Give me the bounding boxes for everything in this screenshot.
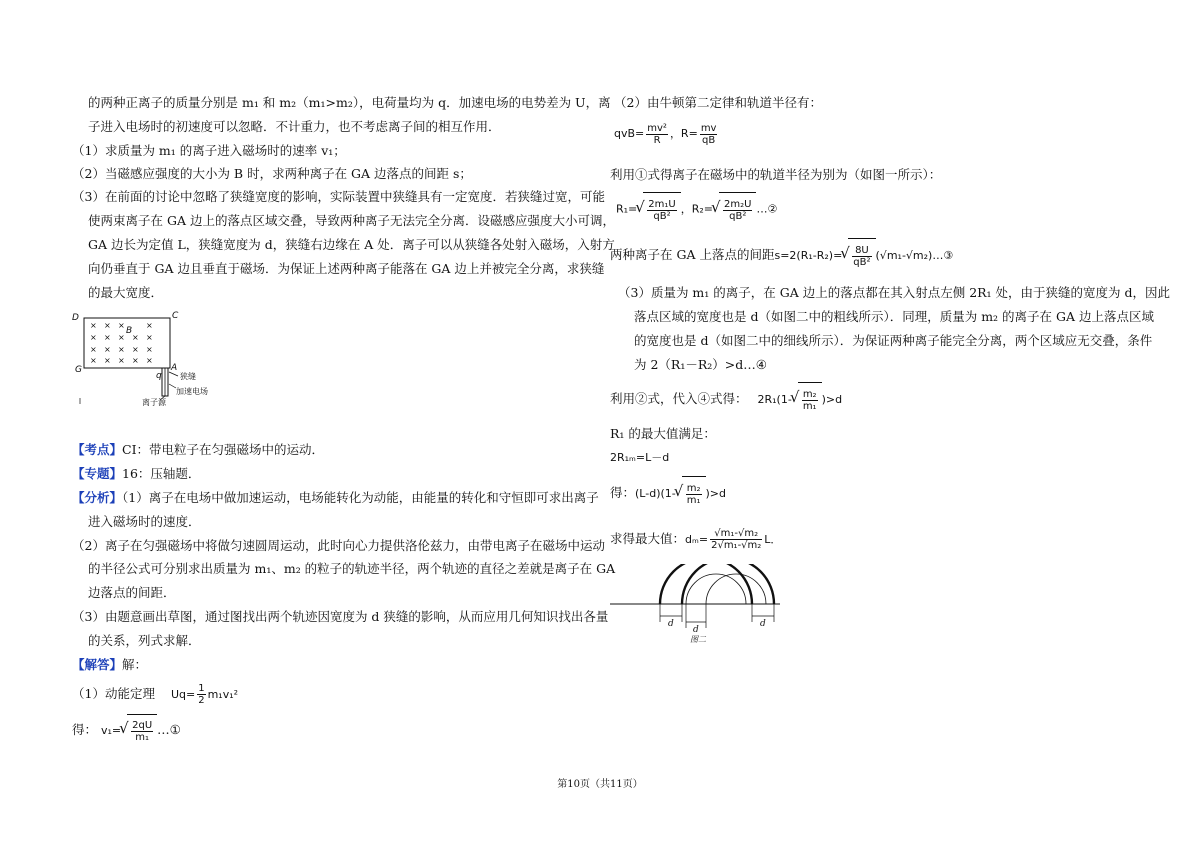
label-slit: 狭缝 [180, 372, 196, 381]
solution-text: （3）质量为 m₁ 的离子，在 GA 边上的落点都在其入射点左侧 2R₁ 处，由于狭缝的宽度为 d，因此 [618, 285, 1171, 300]
kaodian-text: CI：带电粒子在匀强磁场中的运动． [122, 442, 325, 457]
svg-text:×: × [132, 356, 139, 365]
solution-text: （2）由牛顿第二定律和轨道半径有： [614, 95, 822, 110]
question-1: （1）求质量为 m₁ 的离子进入磁场时的速率 v₁； [72, 143, 346, 158]
equation-max-condition: 得：(L-d)(1- √ $\frac{\text{m₂}}{\text{m₁}}$ )>d [610, 476, 726, 511]
equation-spacing: 两种离子在 GA 上落点的间距s=2(R₁-R₂)= √ $\frac{8U}{\text{qB²}}$ (√m₁-√m₂)…③ [610, 238, 953, 273]
svg-text:×: × [118, 333, 125, 342]
question-3: GA 边长为定值 L，狭缝宽度为 d，狭缝右边缘在 A 处．离子可以从狭缝各处射入磁场，入射方 [88, 237, 615, 252]
tag-fenxi: 【分析】 [72, 490, 123, 505]
svg-text:×: × [90, 333, 97, 342]
jieda-text: 解： [122, 657, 148, 672]
label-field: 加速电场 [176, 387, 208, 396]
svg-text:×: × [118, 345, 125, 354]
fenxi-text: 的半径公式可分别求出质量为 m₁、m₂ 的粒子的轨迹半径，两个轨迹的直径之差就是离子在 GA [88, 561, 616, 576]
svg-text:×: × [90, 356, 97, 365]
svg-text:d: d [760, 619, 766, 629]
label-source: 离子源 [142, 398, 166, 407]
svg-text:×: × [104, 345, 111, 354]
page-footer: 第10页（共11页） [557, 779, 643, 790]
fenxi-text: （3）由题意画出草图，通过图找出两个轨迹因宽度为 d 狭缝的影响，从而应用几何知识找出各量 [72, 609, 609, 624]
solution-text: R₁ 的最大值满足： [610, 426, 716, 441]
svg-text:d: d [668, 619, 674, 629]
equation-v1: 得： v₁= √ $\frac{2qU}{\text{m₁}}$ …① [72, 714, 181, 747]
solution-text: 为 2（R₁－R₂）>d…④ [634, 357, 767, 372]
equation-max-width: 求得最大值：dₘ= $\frac{\text{√m₁-√m₂}}{\text{2√m₁-√m₂}}$ L． [610, 528, 782, 551]
figure-caption: 图二 [690, 635, 706, 644]
equation-1: （1）动能定理 Uq= $\frac{1}{2}$ m₁v₁² [72, 683, 239, 706]
fenxi-text: 边落点的间距． [88, 585, 176, 600]
tag-zhuanti: 【专题】 [72, 466, 123, 481]
svg-text:×: × [104, 356, 111, 365]
svg-text:×: × [146, 333, 153, 342]
label-C: C [172, 311, 179, 321]
fenxi-text: 进入磁场时的速度． [88, 514, 201, 529]
label-B: B [126, 326, 133, 336]
tag-kaodian: 【考点】 [72, 442, 123, 457]
solution-text: 的宽度也是 d（如图二中的细线所示）．为保证两种离子能完全分离，两个区域应无交叠，条件 [634, 333, 1153, 348]
svg-text:×: × [118, 356, 125, 365]
label-q: q [156, 371, 162, 381]
svg-text:×: × [132, 333, 139, 342]
problem-text: 的两种正离子的质量分别是 m₁ 和 m₂（m₁>m₂），电荷量均为 q．加速电场的电势差为 U，离 [88, 95, 611, 110]
fenxi-text: （2）离子在匀强磁场中将做匀速圆周运动，此时向心力提供洛伦兹力，由带电离子在磁场中运动 [72, 538, 605, 553]
tag-jieda: 【解答】 [72, 657, 123, 672]
svg-text:×: × [132, 345, 139, 354]
label-D: D [72, 313, 79, 323]
label-G: G [75, 365, 82, 375]
apparatus-figure [72, 308, 232, 408]
solution-text: 落点区域的宽度也是 d（如图二中的粗线所示）．同理，质量为 m₂ 的离子在 GA 边上落点区域 [634, 309, 1154, 324]
svg-text:×: × [90, 321, 97, 330]
question-2: （2）当磁感应强度的大小为 B 时，求两种离子在 GA 边落点的间距 s； [72, 166, 472, 181]
svg-text:d: d [693, 625, 699, 635]
equation-newton: qvB= $\frac{\text{mv²}}{R}$ ，R= $\frac{mv}{qB}$ [614, 122, 717, 146]
fenxi-text: （1）离子在电场中做加速运动，电场能转化为动能，由能量的转化和守恒即可求出离子 [122, 490, 599, 505]
trajectory-figure [610, 564, 780, 644]
svg-text:×: × [90, 345, 97, 354]
question-3: 使两束离子在 GA 边上的落点区域交叠，导致两种离子无法完全分离．设磁感应强度大小可调， [88, 213, 615, 228]
question-3: 的最大宽度． [88, 285, 164, 300]
zhuanti-text: 16：压轴题． [122, 466, 201, 481]
question-3: 向仍垂直于 GA 边且垂直于磁场．为保证上述两种离子能落在 GA 边上并被完全分离，求狭缝 [88, 261, 605, 276]
equation-radii: R₁= √ $\frac{\text{2m₁U}}{\text{qB²}}$ ，R₂= √ $\frac{\text{2m₂U}}{\text{qB²}}$ …② [616, 192, 777, 227]
svg-text:×: × [146, 356, 153, 365]
svg-text:×: × [118, 321, 125, 330]
equation-max-radius: 2R₁ₘ=L－d [610, 451, 670, 464]
svg-text:×: × [146, 321, 153, 330]
fenxi-text: 的关系，列式求解． [88, 633, 201, 648]
question-3: （3）在前面的讨论中忽略了狭缝宽度的影响，实际装置中狭缝具有一定宽度．若狭缝过宽，可能 [72, 189, 605, 204]
svg-text:×: × [104, 321, 111, 330]
svg-text:×: × [146, 345, 153, 354]
svg-text:×: × [104, 333, 111, 342]
equation-condition: 利用②式，代入④式得： 2R₁(1- √ $\frac{\text{m₂}}{\text{m₁}}$ )>d [610, 382, 842, 417]
solution-text: 利用①式得离子在磁场中的轨道半径为别为（如图一所示）： [610, 167, 942, 182]
label-A: A [171, 363, 178, 373]
problem-text: 子进入电场时的初速度可以忽略．不计重力，也不考虑离子间的相互作用． [88, 119, 501, 134]
